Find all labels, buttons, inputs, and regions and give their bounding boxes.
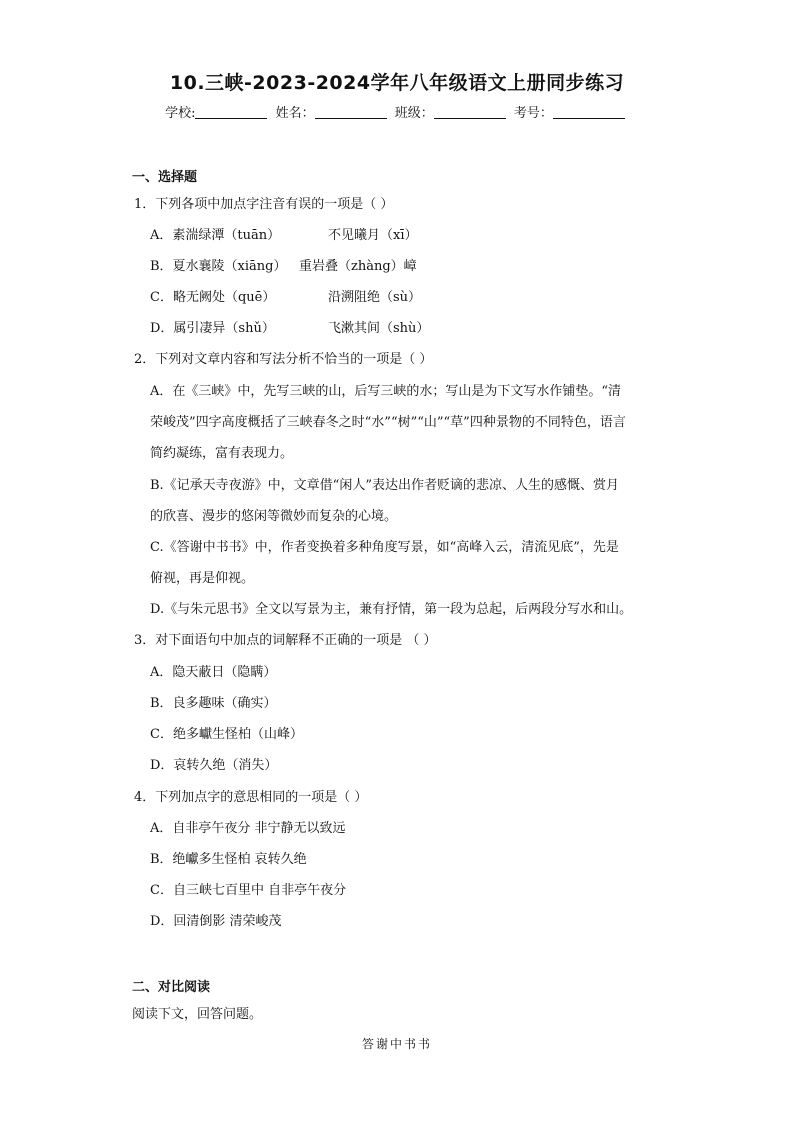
q1-option-a-second: 不见曦月（xī） [328, 228, 418, 243]
q3-option-c: C．绝多巘生怪柏（山峰） [150, 727, 303, 742]
school-blank[interactable] [195, 104, 267, 119]
q4-option-c: C．自三峡七百里中 自非亭午夜分 [150, 883, 347, 898]
q2-option-b-line2: 的欣喜、漫步的悠闲等微妙而复杂的心境。 [150, 509, 398, 524]
name-blank[interactable] [315, 104, 387, 119]
q1-option-a: A．素湍绿潭（tuān） [150, 228, 281, 243]
student-info-line [0, 102, 794, 121]
q2-option-c-line2: 俯视，再是仰视。 [150, 571, 255, 586]
q4-option-b: B．绝巘多生怪柏 哀转久绝 [150, 852, 307, 867]
class-label: 班级： [394, 106, 434, 121]
q1-option-d-second: 飞漱其间（shù） [328, 321, 430, 336]
q2-option-d-line1: D.《与朱元思书》全文以写景为主，兼有抒情，第一段为总起，后两段分写水和山。 [150, 602, 633, 617]
q2-option-a-line2: 荣峻茂”四字高度概括了三峡春冬之时“水”“树”“山”“草”四种景物的不同特色，语言 [150, 415, 626, 430]
q1-option-c: C．略无阙处（quē） [150, 290, 276, 305]
q1-option-b: B．夏水襄陵（xiāng） [150, 259, 287, 274]
number-label: 考号： [513, 106, 553, 121]
q3-option-a: A．隐天蔽日（隐瞒） [150, 665, 277, 680]
q2-option-c-line1: C.《答谢中书书》中，作者变换着多种角度写景，如“高峰入云，清流见底”，先是 [150, 540, 619, 555]
q2-option-a-line3: 简约凝练，富有表现力。 [150, 446, 294, 461]
question-1-stem: 1．下列各项中加点字注音有误的一项是（ ） [134, 197, 394, 212]
reading-instruction: 阅读下文，回答问题。 [132, 1007, 263, 1022]
q4-option-d: D．回清倒影 清荣峻茂 [150, 914, 282, 929]
question-3-stem: 3．对下面语句中加点的词解释不正确的一项是 （ ） [134, 633, 437, 648]
page-title: 10.三峡-2023-2024学年八年级语文上册同步练习 [169, 72, 625, 94]
section-heading-comparative-reading: 二、对比阅读 [132, 980, 211, 995]
question-2-stem: 2．下列对文章内容和写法分析不恰当的一项是（ ） [134, 352, 433, 367]
section-heading-choice: 一、选择题 [132, 170, 198, 185]
school-label: 学校: [165, 106, 196, 121]
name-label: 姓名： [275, 106, 315, 121]
q4-option-a: A．自非亭午夜分 非宁静无以致远 [150, 821, 346, 836]
q1-option-d: D．属引凄异（shǔ） [150, 321, 275, 336]
q1-option-c-second: 沿溯阻绝（sù） [328, 290, 422, 305]
question-4-stem: 4．下列加点字的意思相同的一项是（ ） [134, 790, 368, 805]
q1-option-b-second: 重岩叠（zhàng）嶂 [299, 259, 417, 274]
class-blank[interactable] [434, 104, 506, 119]
q3-option-d: D．哀转久绝（消失） [150, 758, 278, 773]
passage-title: 答谢中书书 [361, 1037, 432, 1051]
q2-option-a-line1: A．在《三峡》中，先写三峡的山，后写三峡的水；写山是为下文写水作铺垫。“清 [150, 384, 622, 399]
q3-option-b: B．良多趣味（确实） [150, 696, 277, 711]
q2-option-b-line1: B.《记承天寺夜游》中，文章借“闲人”表达出作者贬谪的悲凉、人生的感慨、赏月 [150, 478, 619, 493]
number-blank[interactable] [553, 104, 625, 119]
